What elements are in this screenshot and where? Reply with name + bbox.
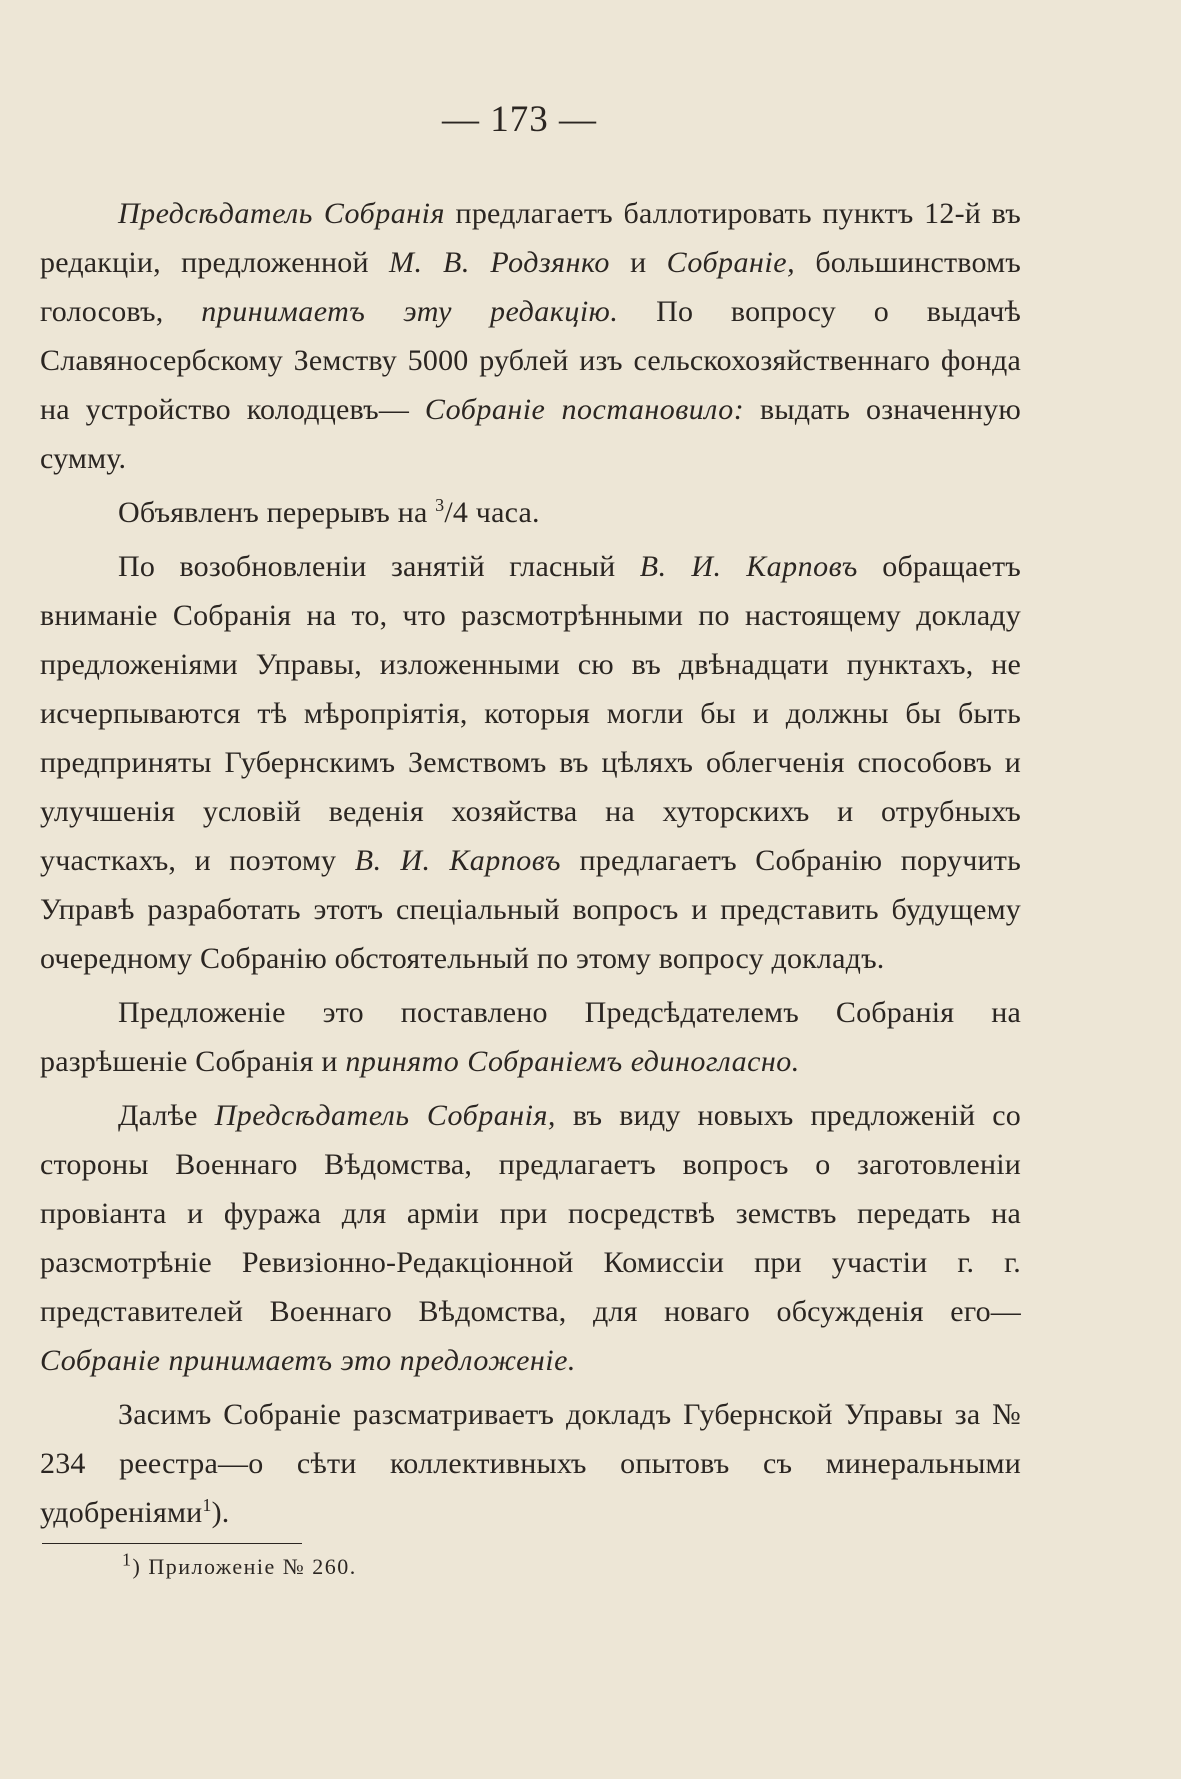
footnote-rule [42,1543,302,1544]
footnote-text: ) Приложеніе № 260. [132,1554,357,1579]
text-run: и [609,246,667,279]
paragraph [40,1390,1021,1537]
italic-run: Собраніе, [666,246,796,279]
italic-run: Собраніе принимаетъ это предложеніе. [40,1344,576,1377]
italic-run: Предсѣдатель Собранія, [214,1099,556,1132]
text-run: большинствомъ голосовъ, [40,246,1021,328]
paragraph [40,189,1021,483]
text-run: обращаетъ вниманіе Собранія на то, что разсмотрѣнными по настоящему докладу предложеніями Управы, изложенными сю въ двѣнадцати пунктахъ, не исчерпываются тѣ мѣропріятія, которыя могли бы и должны бы быть предприняты Губернскимъ Земствомъ въ цѣляхъ облегченія способовъ и улучшенія условій веденія хозяйства на хуторскихъ и отрубныхъ участкахъ, и поэтому [40,550,1021,877]
text-run: предлагаетъ Собранію поручить Управѣ разработать этотъ спеціальный вопросъ и представить будущему очередному Собранію обстоятельный по этому вопросу докладъ. [40,844,1021,975]
italic-run: М. В. Родзянко [389,246,610,279]
paragraph [40,542,1021,983]
italic-run: В. И. Карповъ [639,550,858,583]
footnote-mark: 1 [122,1549,133,1570]
text-run: Объявленъ перерывъ на [118,496,436,529]
paragraph [40,988,1021,1086]
superscript: 3 [435,495,445,515]
body-text [40,189,1021,1537]
page-number: — 173 — [442,99,597,140]
paragraph [40,1091,1021,1385]
paragraph [40,488,1021,537]
text-run: По вопросу о выдачѣ Славяносербскому Земству 5000 рублей изъ сельскохозяйственнаго фонда на устройство колодцевъ— [40,295,1021,426]
italic-run: Предсѣдатель Собранія [118,197,445,230]
text-run: /4 часа. [444,496,540,529]
text-run: ). [211,1496,230,1529]
footnote [40,1549,1021,1582]
text-run: Засимъ Собраніе разсматриваетъ докладъ Губернской Управы за № 234 реестра—о сѣти коллективныхъ опытовъ съ минеральными удобреніями [40,1398,1021,1529]
text-run: По возобновленіи занятій гласный [118,550,640,583]
text-run: въ виду новыхъ предложеній со стороны Военнаго Вѣдомства, предлагаетъ вопросъ о заготовленіи провіанта и фуража для арміи при посредствѣ земствъ передать на разсмотрѣніе Ревизіонно-Редакціонной Комиссіи при участіи г. г. представителей Военнаго Вѣдомства, для новаго обсужденія его— [40,1099,1021,1328]
text-run: выдать означенную сумму. [40,393,1021,475]
italic-run: принимаетъ эту редакцію. [201,295,619,328]
text-run: предлагаетъ баллотировать пунктъ 12-й въ редакціи, предложенной [40,197,1021,279]
text-run: Далѣе [118,1099,215,1132]
superscript: 1 [202,1495,212,1515]
italic-run: Собраніе постановило: [424,393,745,426]
italic-run: принято Собраніемъ единогласно. [345,1045,800,1078]
italic-run: В. И. Карповъ [354,844,561,877]
text-run: Предложеніе это поставлено Предсѣдателемъ Собранія на разрѣшеніе Собранія и [40,996,1021,1078]
